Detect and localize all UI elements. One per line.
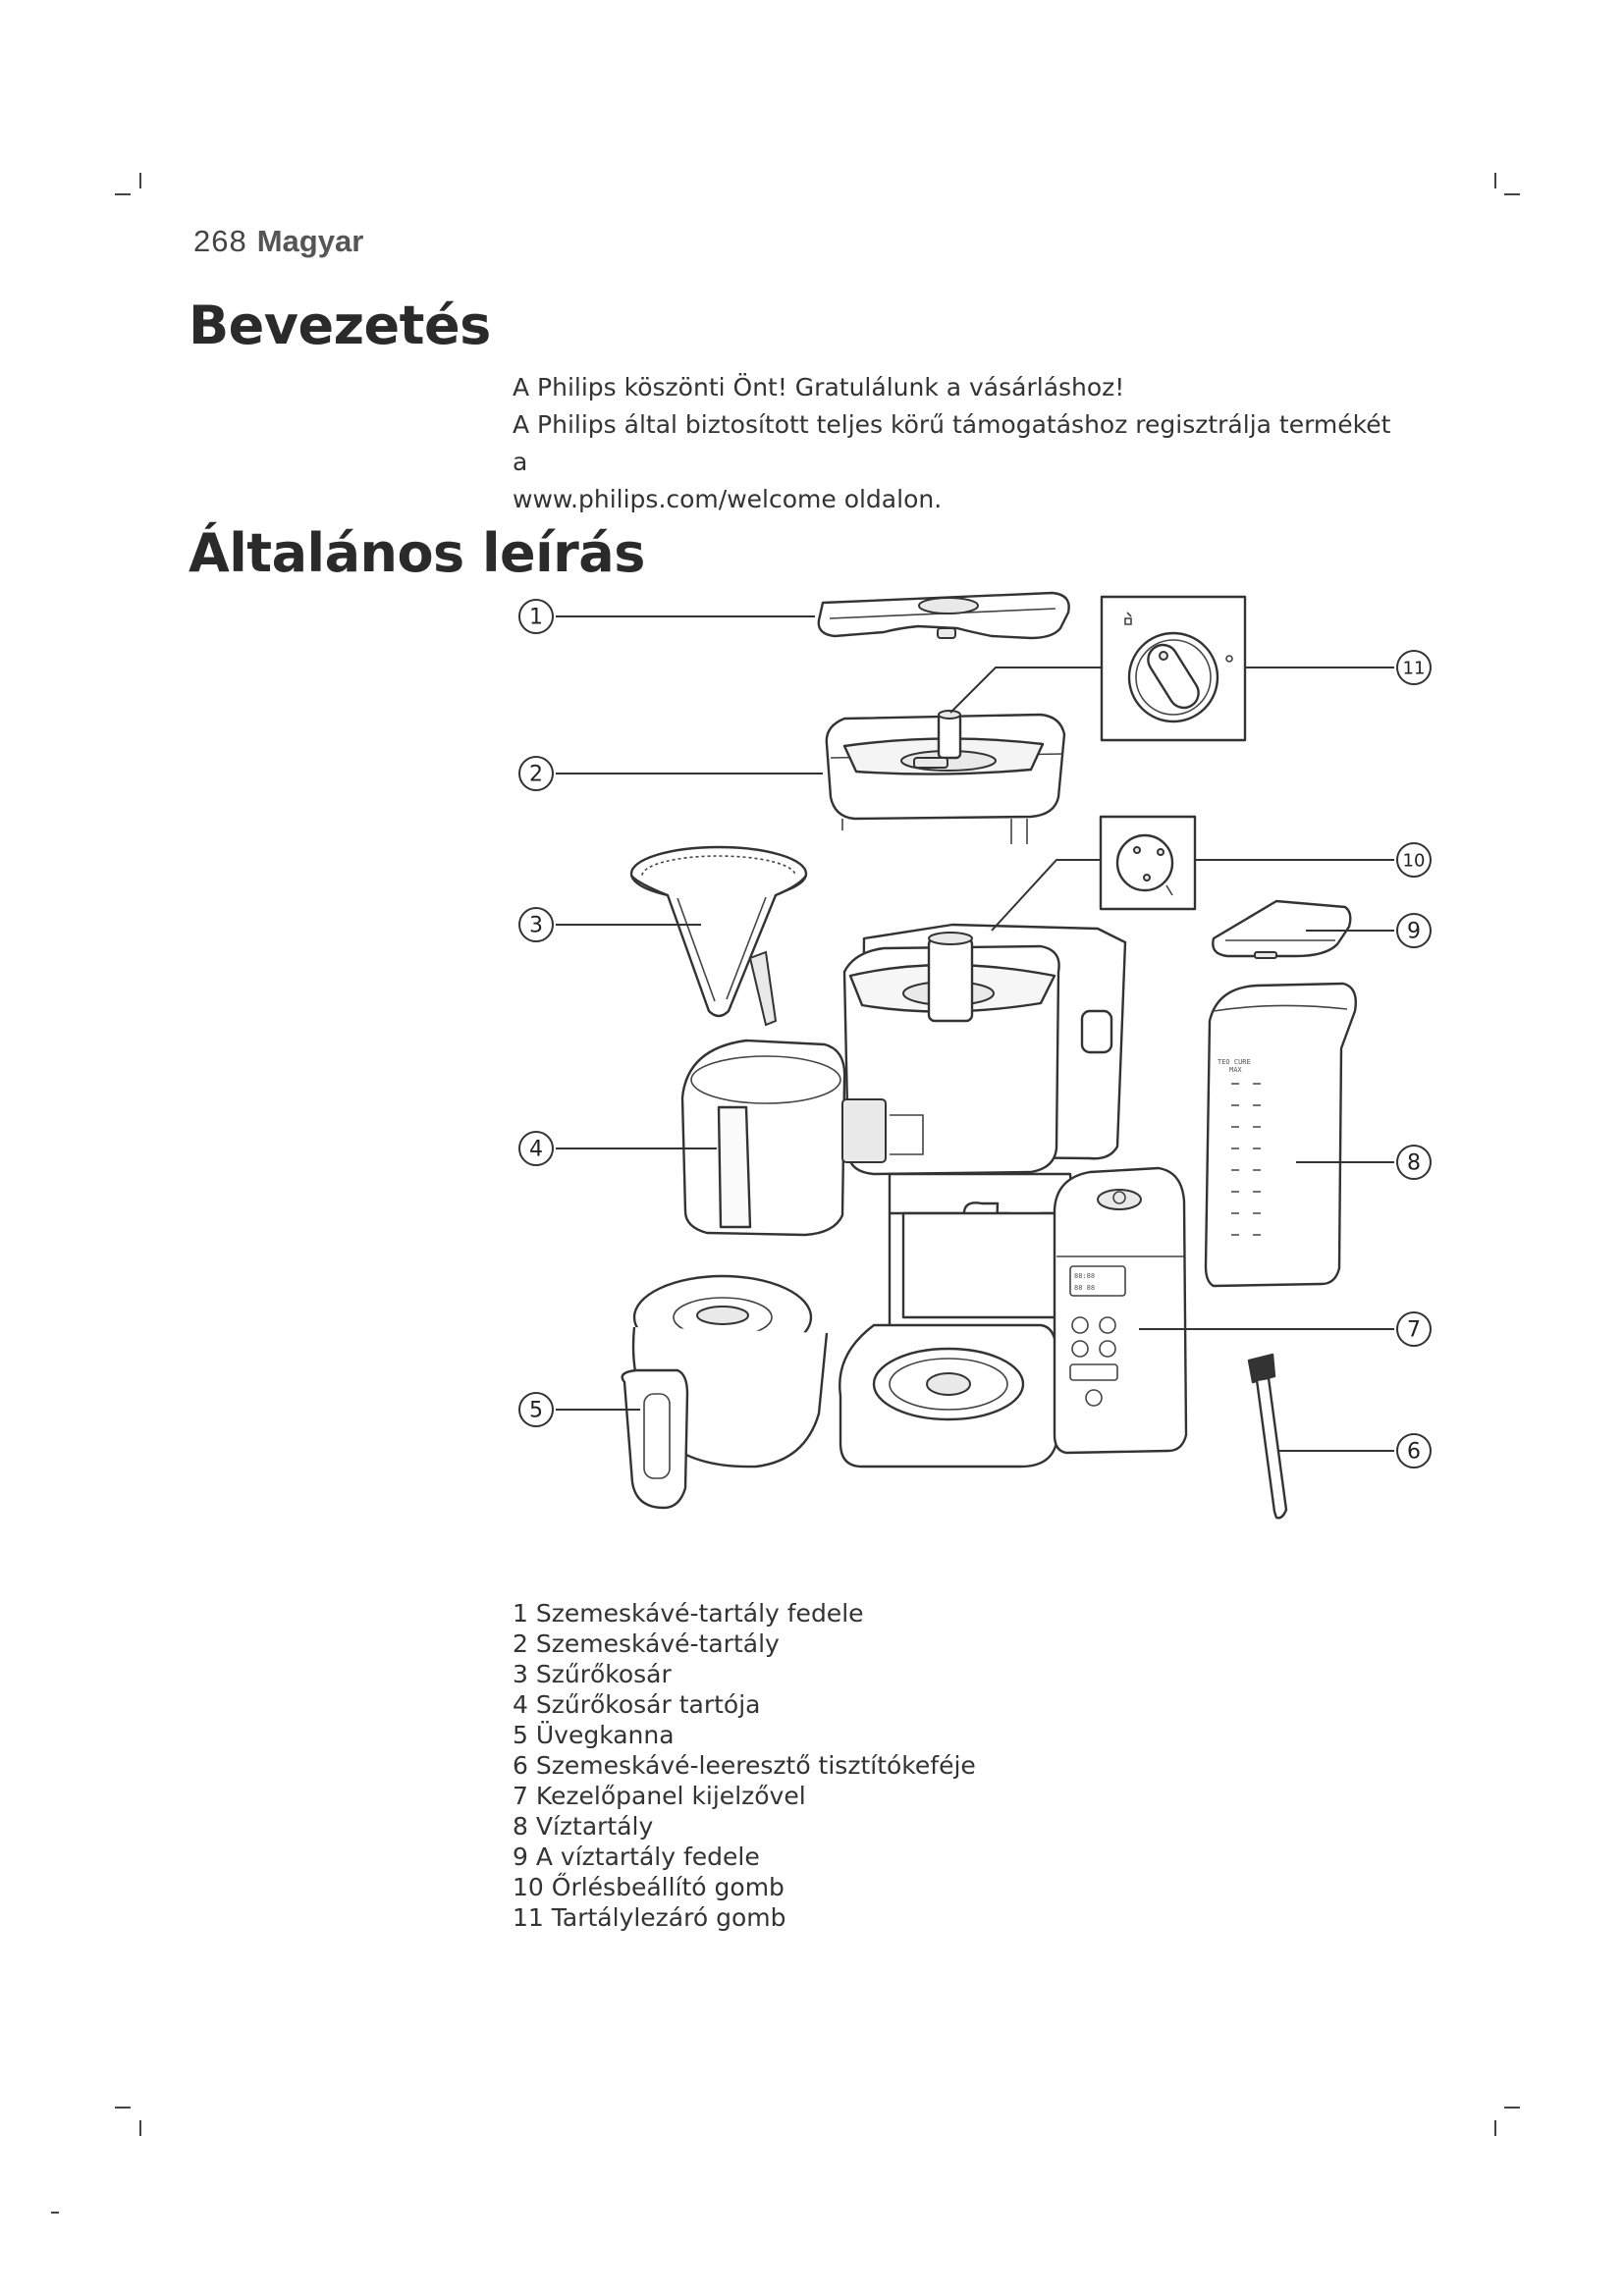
svg-text:TEO CURE: TEO CURE [1218,1058,1251,1066]
parts-list-item [513,1720,976,1750]
crop-mark-bottom-right-v [1494,2120,1496,2136]
callout-9 [1397,914,1431,947]
parts-list-item [513,1811,976,1842]
parts-list-item [513,1659,976,1689]
svg-text:4: 4 [529,1137,543,1162]
part-number: 6 [513,1751,528,1780]
part-number: 2 [513,1629,528,1658]
crop-mark-bottom-dash [51,2212,59,2214]
svg-text:2: 2 [529,762,543,787]
svg-text:8: 8 [1407,1150,1421,1176]
part-number: 7 [513,1782,528,1810]
svg-text:5: 5 [529,1398,543,1423]
lock-knob-inset-illustration [1102,597,1245,740]
page-language: Magyar [256,224,364,258]
parts-list-item [513,1689,976,1720]
callout-3 [519,908,553,941]
crop-mark-bottom-left-v [139,2120,141,2136]
intro-line: A Philips által biztosított teljes körű támogatáshoz regisztrálja termékét a [513,410,1391,476]
section-title-overview: Általános leírás [189,522,645,584]
callout-11 [1397,651,1431,684]
part-label: Víztartály [535,1812,654,1841]
glass-jug-illustration [623,1276,827,1508]
parts-list-item [513,1598,976,1629]
part-label: Szűrőkosár tartója [535,1690,761,1719]
parts-list-item [513,1629,976,1659]
part-label: Őrlésbeállító gomb [551,1873,785,1901]
part-label: Tartálylezáró gomb [551,1903,786,1932]
part-number: 11 [513,1903,544,1932]
svg-text:11: 11 [1402,658,1426,679]
bean-hopper-lid-illustration [819,593,1069,638]
part-label: Szűrőkosár [535,1660,672,1688]
coffee-machine-body-illustration [839,925,1186,1467]
part-number: 9 [513,1842,528,1871]
page-number: 268 [193,224,247,258]
part-label: Kezelőpanel kijelzővel [535,1782,806,1810]
crop-mark-bottom-left-h [115,2107,131,2109]
filter-basket-illustration [631,847,806,1025]
callout-2 [519,757,553,790]
parts-list-item [513,1750,976,1781]
callout-10 [1397,843,1431,877]
callout-8 [1397,1146,1431,1179]
svg-text:7: 7 [1407,1317,1421,1343]
svg-text:MAX: MAX [1229,1066,1242,1074]
svg-text:6: 6 [1407,1439,1421,1465]
part-label: Szemeskávé-leeresztő tisztítókeféje [535,1751,976,1780]
cleaning-brush-illustration [1249,1355,1286,1518]
part-number: 1 [513,1599,528,1628]
svg-text:9: 9 [1407,919,1421,944]
part-label: Üvegkanna [535,1721,675,1749]
crop-mark-bottom-right-h [1504,2107,1520,2109]
parts-list-item [513,1872,976,1902]
part-label: Szemeskávé-tartály [535,1629,780,1658]
svg-text:88 88: 88 88 [1074,1284,1096,1292]
part-number: 10 [513,1873,544,1901]
svg-text:88:88: 88:88 [1074,1272,1096,1280]
parts-list [513,1598,976,1933]
part-number: 3 [513,1660,528,1688]
parts-list-item [513,1781,976,1811]
svg-text:1: 1 [529,605,543,630]
callout-1 [519,600,553,633]
part-number: 4 [513,1690,528,1719]
part-label: A víztartály fedele [535,1842,760,1871]
callout-4 [519,1132,553,1165]
svg-text:3: 3 [529,913,543,938]
callout-7 [1397,1312,1431,1346]
grind-knob-inset-illustration [1101,817,1195,909]
part-label: Szemeskávé-tartály fedele [535,1599,864,1628]
callout-6 [1397,1434,1431,1468]
section-title-intro: Bevezetés [189,294,491,356]
part-number: 8 [513,1812,528,1841]
parts-list-item [513,1842,976,1872]
bean-hopper-illustration [827,711,1064,844]
water-tank-illustration [1206,984,1356,1286]
intro-line: www.philips.com/welcome oldalon. [513,485,943,513]
svg-text:10: 10 [1402,850,1426,872]
part-number: 5 [513,1721,528,1749]
callout-5 [519,1393,553,1426]
intro-line: A Philips köszönti Önt! Gratulálunk a vásárláshoz! [513,373,1125,401]
parts-list-item [513,1902,976,1933]
